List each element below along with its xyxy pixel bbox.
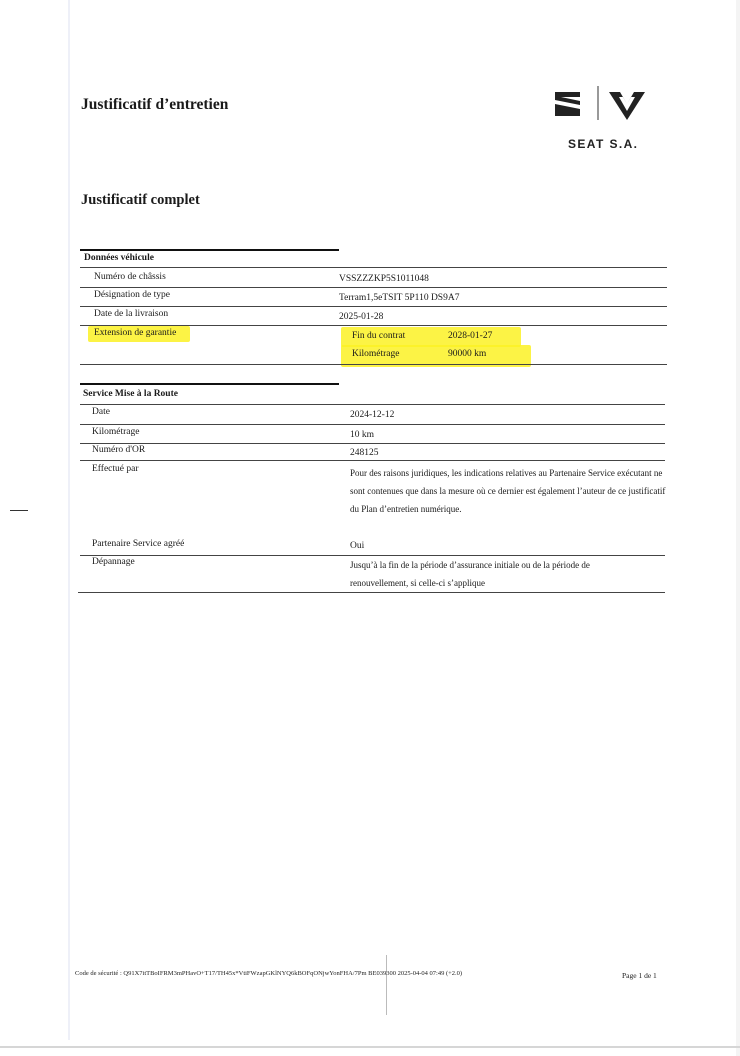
or-number-label: Numéro d'OR <box>92 445 146 455</box>
row-divider <box>80 404 665 405</box>
brand-name: SEAT S.A. <box>568 137 639 151</box>
delivery-date-value: 2025-01-28 <box>339 312 384 322</box>
partner-value: Oui <box>350 541 365 551</box>
section-rule <box>80 249 339 251</box>
service-km-label: Kilométrage <box>92 427 140 437</box>
chassis-label: Numéro de châssis <box>94 272 166 282</box>
type-value: Terram1,5eTSIT 5P110 DS9A7 <box>339 293 460 303</box>
scan-right-edge <box>736 0 740 1056</box>
warranty-km-value: 90000 km <box>448 349 487 359</box>
chassis-value: VSSZZZKP5S1011048 <box>339 274 429 284</box>
repair-label: Dépannage <box>92 557 135 567</box>
row-divider <box>80 443 665 444</box>
delivery-date-label: Date de la livraison <box>94 309 169 319</box>
seat-logo-icon <box>555 92 580 116</box>
row-divider <box>80 306 667 307</box>
type-label: Désignation de type <box>94 290 170 300</box>
performed-by-label: Effectué par <box>92 464 139 474</box>
scan-left-edge <box>68 0 70 1040</box>
service-section-title: Service Mise à la Route <box>83 389 178 399</box>
partner-label: Partenaire Service agréé <box>92 539 185 549</box>
service-km-value: 10 km <box>350 430 375 440</box>
performed-by-text: Pour des raisons juridiques, les indications relatives au Partenaire Service exécutant ne sont contenues que dans la mesure où ce dernier est également l’auteur de ce justificatif du Plan d’entretien numérique. <box>350 468 666 514</box>
row-divider <box>80 287 667 288</box>
row-divider <box>78 592 665 593</box>
document-title: Justificatif d’entretien <box>81 96 229 113</box>
page-number: Page 1 de 1 <box>622 971 657 980</box>
service-date-value: 2024-12-12 <box>350 410 395 420</box>
repair-text: Jusqu’à la fin de la période d’assurance initiale ou de la période de renouvellement, si celle-ci s’applique <box>350 560 590 588</box>
contract-end-label: Fin du contrat <box>352 331 406 341</box>
row-divider <box>80 364 667 365</box>
scan-mark <box>386 955 387 1015</box>
row-divider <box>80 424 665 425</box>
document-subtitle: Justificatif complet <box>81 192 200 208</box>
contract-end-value: 2028-01-27 <box>448 331 493 341</box>
cupra-logo-icon <box>609 92 645 120</box>
brand-logos <box>553 84 648 124</box>
scan-mark <box>10 510 28 511</box>
row-divider <box>80 267 667 268</box>
vehicle-section-title: Données véhicule <box>84 253 154 263</box>
security-code: Code de sécurité : Q91X7itTBoIFRM3mPHavO+T17/TH45x*VtiFWzapGKlNYQ6kBOFqONjwYonFHA/7Pm BE039300 2025-04-04 07:49 (+2.0) <box>75 970 463 977</box>
warranty-km-label: Kilométrage <box>352 349 400 359</box>
or-number-value: 248125 <box>350 448 379 458</box>
warranty-label: Extension de garantie <box>94 328 177 338</box>
service-date-label: Date <box>92 407 110 417</box>
scan-bottom-edge <box>0 1046 740 1048</box>
section-rule <box>80 383 339 385</box>
row-divider <box>80 460 665 461</box>
